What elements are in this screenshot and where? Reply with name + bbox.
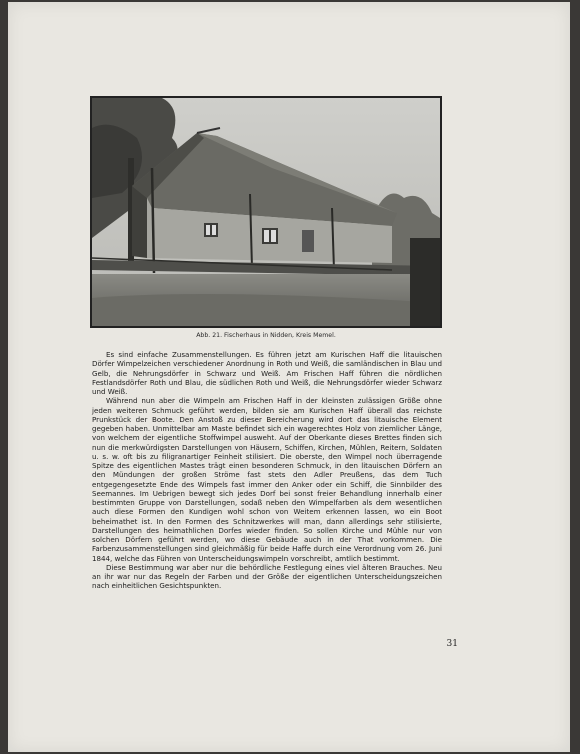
fisherman-house-photo <box>92 98 440 326</box>
page-number: 31 <box>446 639 458 649</box>
figure-photo <box>90 96 442 328</box>
body-text <box>92 350 442 591</box>
figure-caption: Abb. 21. Fischerhaus in Nidden, Kreis Memel. <box>196 332 336 339</box>
paragraph: Es sind einfache Zusammenstellungen. Es führen jetzt am Kurischen Haff die litauischen Dörfer Wimpelzeichen verschiedener Anordnung in Roth und Weiß, die samländischen in Blau und Gelb, die Nehrungsdörfer in Schwarz und Weiß. Am Frischen Haff führen die nördlichen Festlandsdörfer Roth und Blau, die südlichen Roth und Weiß, die Nehrungsdörfer wieder Schwarz und Weiß. <box>92 350 442 396</box>
paragraph: Diese Bestimmung war aber nur die behördliche Festlegung eines viel älteren Brauches. Neu an ihr war nur das Regeln der Farben und der Größe der eigentlichen Unterscheidungszeichen nach einheitlichen Gesichtspunkten. <box>92 562 442 591</box>
book-page <box>8 2 570 752</box>
paragraph: Während nun aber die Wimpeln am Frischen Haff in der kleinsten zulässigen Größe ohne jeden weiteren Schmuck geführt werden, bilden sie am Kurischen Haff überall das reichste Prunkstück der Boote. Den Anstoß zu dieser Bereicherung wird dort das litauische Element gegeben haben. Unmittelbar am Maste befindet sich ein wagerechtes Holz von ziemlicher Länge, von welchem der eigentliche Stoffwimpel ausweht. Auf der Oberkante dieses Brettes finden sich nun die merkwürdigsten Darstellungen von Häusern, Schiffen, Kirchen, Mühlen, Reitern, Soldaten u. s. w. oft bis zu filigranartiger Feinheit stilisiert. Die oberste, den Wimpel noch überragende Spitze des eigentlichen Mastes trägt einen besonderen Schmuck, in den litauischen Dörfern an den Mündungen der großen Ströme fast stets den Adler Preußens, das dem Tuch entgegengesetzte Ende des Wimpels fast immer den Anker oder ein Schiff, die Sinnbilder des Seemannes. Im Uebrigen bewegt sich jedes Dorf bei sonst freier Behandlung innerhalb einer bestimmten Gruppe von Darstellungen, sodaß neben den Wimpelfarben als dem wesentlichen auch diese Formen den Kundigen wohl schon von Weitem erkennen lassen, wo ein Boot beheimathet ist. In den Formen des Schnitzwerkes will man, dann allerdings sehr stilisierte, Darstellungen des heimathlichen Dorfes wieder finden. So sollen Kirche und Mühle nur von solchen Dörfern geführt werden, wo diese Gebäude auch in der That vorkommen. Die Farbenzusammenstellungen sind gleichmäßig für beide Haffe durch eine Verordnung vom 26. Juni 1844, welche das Führen von Unterscheidungswimpeln vorschreibt, amtlich bestimmt. <box>92 396 442 563</box>
